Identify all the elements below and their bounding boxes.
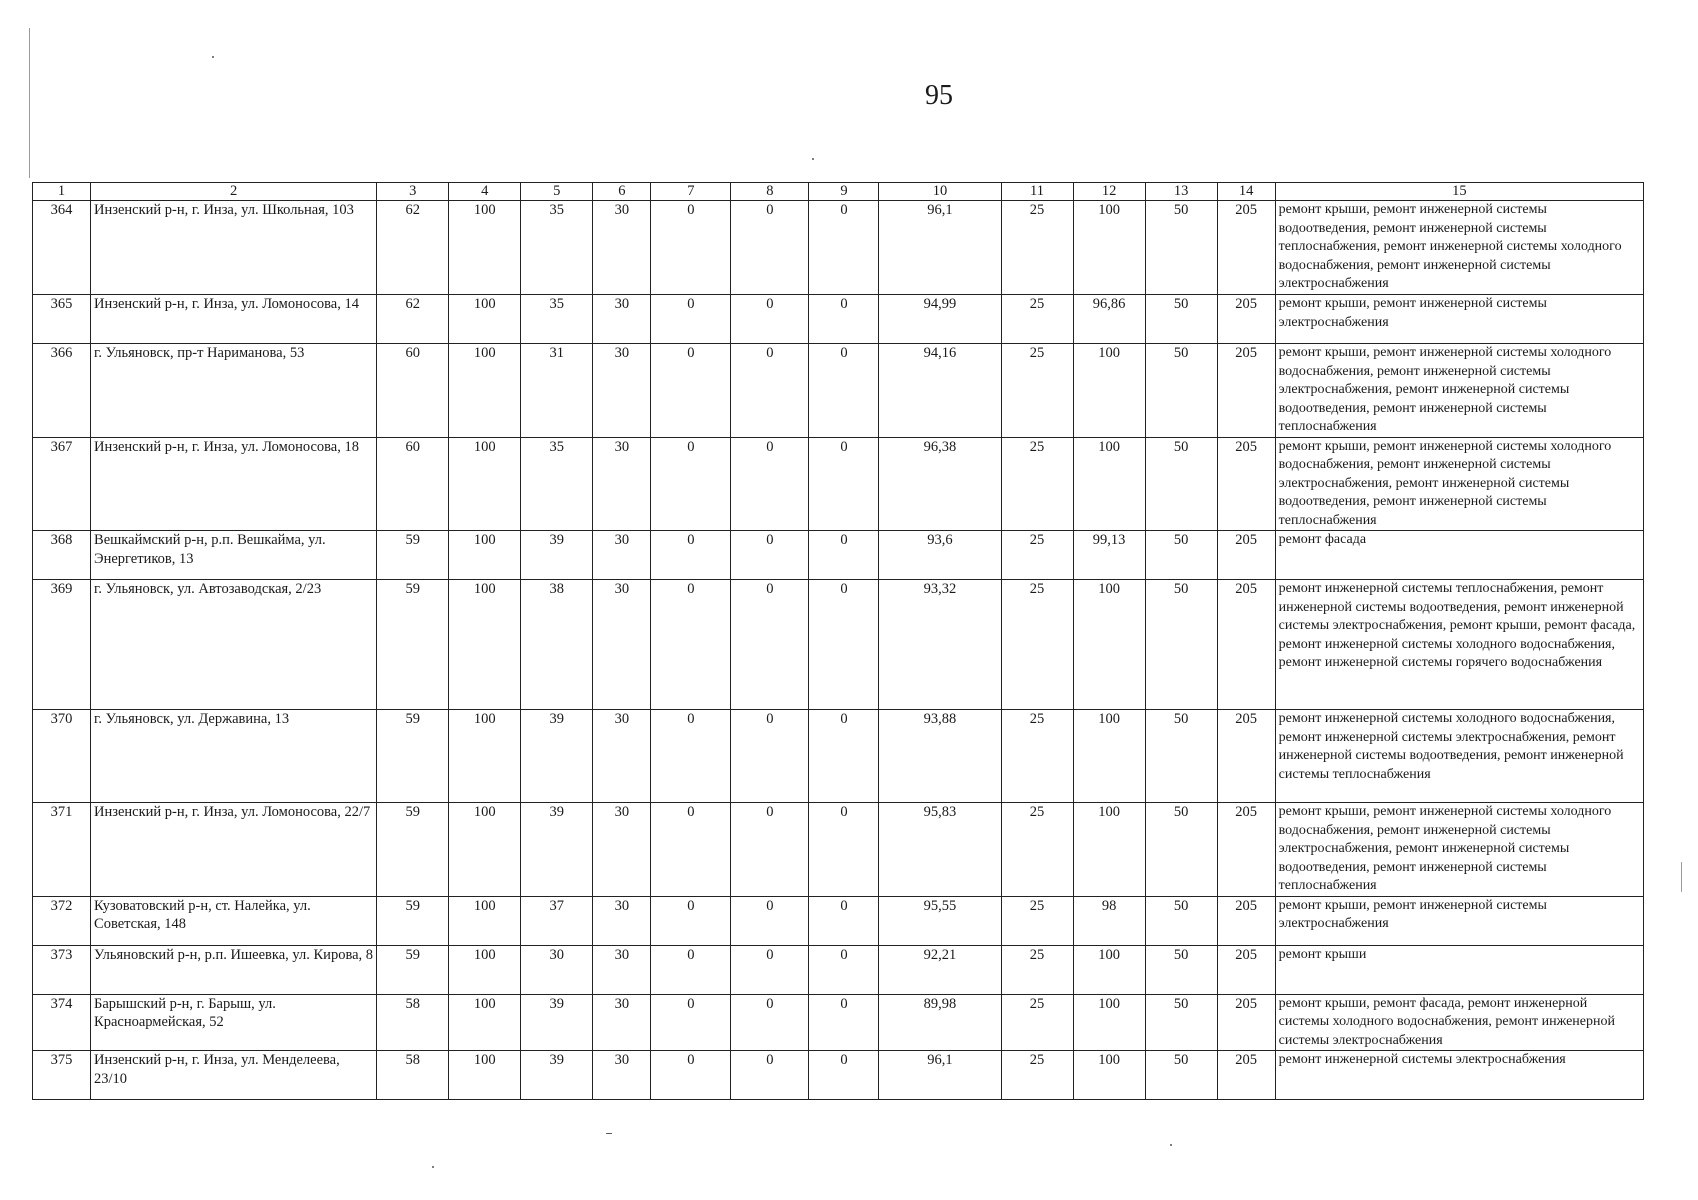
value-cell-12: 98	[1073, 896, 1145, 945]
value-cell-6: 30	[593, 344, 651, 438]
value-cell-14: 205	[1217, 437, 1275, 531]
value-cell-6: 30	[593, 580, 651, 710]
repair-works-cell: ремонт крыши, ремонт инженерной системы холодного водоснабжения, ремонт инженерной системы электроснабжения, ремонт инженерной системы водоотведения, ремонт инженерной системы теплоснабжения	[1275, 803, 1643, 897]
row-number-cell: 365	[33, 295, 91, 344]
value-cell-10: 94,16	[879, 344, 1001, 438]
value-cell-4: 100	[449, 295, 521, 344]
value-cell-5: 35	[521, 295, 593, 344]
value-cell-13: 50	[1145, 945, 1217, 994]
value-cell-7: 0	[651, 896, 731, 945]
value-cell-11: 25	[1001, 295, 1073, 344]
value-cell-11: 25	[1001, 710, 1073, 803]
scan-speck	[212, 56, 214, 58]
value-cell-8: 0	[731, 344, 809, 438]
address-cell: Инзенский р-н, г. Инза, ул. Ломоносова, 14	[91, 295, 377, 344]
value-cell-9: 0	[809, 201, 879, 295]
table-row	[33, 994, 1644, 1051]
column-header-12: 12	[1073, 183, 1145, 201]
value-cell-11: 25	[1001, 531, 1073, 580]
value-cell-11: 25	[1001, 344, 1073, 438]
value-cell-5: 39	[521, 994, 593, 1051]
value-cell-5: 37	[521, 896, 593, 945]
value-cell-14: 205	[1217, 295, 1275, 344]
value-cell-5: 31	[521, 344, 593, 438]
value-cell-10: 93,32	[879, 580, 1001, 710]
scan-speck	[432, 1166, 434, 1168]
value-cell-14: 205	[1217, 945, 1275, 994]
value-cell-8: 0	[731, 531, 809, 580]
value-cell-3: 62	[377, 295, 449, 344]
value-cell-14: 205	[1217, 344, 1275, 438]
value-cell-5: 39	[521, 1051, 593, 1100]
table-body	[33, 201, 1644, 1100]
value-cell-13: 50	[1145, 803, 1217, 897]
value-cell-11: 25	[1001, 580, 1073, 710]
repair-works-cell: ремонт инженерной системы электроснабжения	[1275, 1051, 1643, 1100]
value-cell-7: 0	[651, 1051, 731, 1100]
value-cell-9: 0	[809, 437, 879, 531]
address-cell: г. Ульяновск, ул. Автозаводская, 2/23	[91, 580, 377, 710]
value-cell-9: 0	[809, 344, 879, 438]
value-cell-4: 100	[449, 994, 521, 1051]
column-number-row	[33, 183, 1644, 201]
column-header-1: 1	[33, 183, 91, 201]
value-cell-6: 30	[593, 201, 651, 295]
table-row	[33, 803, 1644, 897]
address-cell: Кузоватовский р-н, ст. Налейка, ул. Советская, 148	[91, 896, 377, 945]
value-cell-12: 100	[1073, 945, 1145, 994]
column-header-7: 7	[651, 183, 731, 201]
value-cell-3: 59	[377, 803, 449, 897]
value-cell-7: 0	[651, 437, 731, 531]
value-cell-6: 30	[593, 531, 651, 580]
value-cell-11: 25	[1001, 437, 1073, 531]
value-cell-11: 25	[1001, 1051, 1073, 1100]
value-cell-9: 0	[809, 710, 879, 803]
address-cell: Инзенский р-н, г. Инза, ул. Школьная, 103	[91, 201, 377, 295]
value-cell-6: 30	[593, 710, 651, 803]
value-cell-8: 0	[731, 201, 809, 295]
row-number-cell: 366	[33, 344, 91, 438]
value-cell-13: 50	[1145, 994, 1217, 1051]
column-header-5: 5	[521, 183, 593, 201]
value-cell-5: 38	[521, 580, 593, 710]
value-cell-9: 0	[809, 994, 879, 1051]
value-cell-8: 0	[731, 580, 809, 710]
value-cell-6: 30	[593, 803, 651, 897]
column-header-13: 13	[1145, 183, 1217, 201]
value-cell-14: 205	[1217, 201, 1275, 295]
value-cell-11: 25	[1001, 945, 1073, 994]
column-header-11: 11	[1001, 183, 1073, 201]
column-header-4: 4	[449, 183, 521, 201]
value-cell-13: 50	[1145, 531, 1217, 580]
value-cell-4: 100	[449, 803, 521, 897]
table-row	[33, 896, 1644, 945]
value-cell-5: 39	[521, 803, 593, 897]
column-header-2: 2	[91, 183, 377, 201]
value-cell-7: 0	[651, 344, 731, 438]
value-cell-10: 93,6	[879, 531, 1001, 580]
column-header-6: 6	[593, 183, 651, 201]
value-cell-13: 50	[1145, 1051, 1217, 1100]
value-cell-10: 96,1	[879, 201, 1001, 295]
value-cell-7: 0	[651, 580, 731, 710]
value-cell-4: 100	[449, 580, 521, 710]
repair-works-cell: ремонт крыши, ремонт инженерной системы водоотведения, ремонт инженерной системы теплоснабжения, ремонт инженерной системы холодного водоснабжения, ремонт инженерной системы электроснабжения	[1275, 201, 1643, 295]
column-header-3: 3	[377, 183, 449, 201]
repair-works-cell: ремонт крыши, ремонт инженерной системы холодного водоснабжения, ремонт инженерной системы электроснабжения, ремонт инженерной системы водоотведения, ремонт инженерной системы теплоснабжения	[1275, 437, 1643, 531]
value-cell-12: 100	[1073, 1051, 1145, 1100]
value-cell-8: 0	[731, 803, 809, 897]
value-cell-4: 100	[449, 344, 521, 438]
value-cell-3: 59	[377, 710, 449, 803]
value-cell-11: 25	[1001, 803, 1073, 897]
table-row	[33, 945, 1644, 994]
value-cell-6: 30	[593, 295, 651, 344]
row-number-cell: 367	[33, 437, 91, 531]
value-cell-10: 95,55	[879, 896, 1001, 945]
value-cell-7: 0	[651, 803, 731, 897]
value-cell-10: 96,38	[879, 437, 1001, 531]
table-row	[33, 344, 1644, 438]
row-number-cell: 368	[33, 531, 91, 580]
value-cell-5: 39	[521, 531, 593, 580]
row-number-cell: 370	[33, 710, 91, 803]
page-number: 95	[925, 80, 953, 111]
repair-works-cell: ремонт крыши	[1275, 945, 1643, 994]
value-cell-4: 100	[449, 896, 521, 945]
value-cell-12: 100	[1073, 201, 1145, 295]
repair-works-cell: ремонт фасада	[1275, 531, 1643, 580]
value-cell-14: 205	[1217, 803, 1275, 897]
value-cell-14: 205	[1217, 1051, 1275, 1100]
value-cell-9: 0	[809, 803, 879, 897]
value-cell-9: 0	[809, 1051, 879, 1100]
value-cell-4: 100	[449, 201, 521, 295]
value-cell-14: 205	[1217, 896, 1275, 945]
value-cell-14: 205	[1217, 710, 1275, 803]
value-cell-7: 0	[651, 531, 731, 580]
repair-works-cell: ремонт крыши, ремонт фасада, ремонт инженерной системы холодного водоснабжения, ремонт инженерной системы электроснабжения	[1275, 994, 1643, 1051]
value-cell-8: 0	[731, 896, 809, 945]
value-cell-3: 59	[377, 896, 449, 945]
value-cell-3: 58	[377, 1051, 449, 1100]
value-cell-13: 50	[1145, 344, 1217, 438]
row-number-cell: 369	[33, 580, 91, 710]
value-cell-12: 100	[1073, 437, 1145, 531]
value-cell-7: 0	[651, 710, 731, 803]
value-cell-8: 0	[731, 994, 809, 1051]
table-row	[33, 201, 1644, 295]
scan-speck	[1681, 862, 1682, 892]
table-row	[33, 295, 1644, 344]
value-cell-9: 0	[809, 896, 879, 945]
value-cell-8: 0	[731, 437, 809, 531]
row-number-cell: 373	[33, 945, 91, 994]
address-cell: Инзенский р-н, г. Инза, ул. Ломоносова, 22/7	[91, 803, 377, 897]
value-cell-12: 96,86	[1073, 295, 1145, 344]
scan-speck	[606, 1133, 612, 1134]
column-header-15: 15	[1275, 183, 1643, 201]
value-cell-7: 0	[651, 994, 731, 1051]
value-cell-13: 50	[1145, 710, 1217, 803]
housing-repair-register-table	[32, 182, 1644, 1100]
value-cell-9: 0	[809, 531, 879, 580]
row-number-cell: 374	[33, 994, 91, 1051]
value-cell-14: 205	[1217, 994, 1275, 1051]
value-cell-10: 96,1	[879, 1051, 1001, 1100]
column-header-9: 9	[809, 183, 879, 201]
address-cell: г. Ульяновск, пр-т Нариманова, 53	[91, 344, 377, 438]
value-cell-5: 39	[521, 710, 593, 803]
value-cell-3: 59	[377, 945, 449, 994]
value-cell-6: 30	[593, 437, 651, 531]
table-row	[33, 437, 1644, 531]
value-cell-3: 59	[377, 531, 449, 580]
row-number-cell: 364	[33, 201, 91, 295]
column-header-8: 8	[731, 183, 809, 201]
value-cell-12: 100	[1073, 710, 1145, 803]
value-cell-7: 0	[651, 295, 731, 344]
address-cell: г. Ульяновск, ул. Державина, 13	[91, 710, 377, 803]
value-cell-6: 30	[593, 994, 651, 1051]
value-cell-7: 0	[651, 945, 731, 994]
value-cell-4: 100	[449, 531, 521, 580]
address-cell: Инзенский р-н, г. Инза, ул. Менделеева, 23/10	[91, 1051, 377, 1100]
value-cell-10: 89,98	[879, 994, 1001, 1051]
address-cell: Ульяновский р-н, р.п. Ишеевка, ул. Кирова, 8	[91, 945, 377, 994]
value-cell-13: 50	[1145, 295, 1217, 344]
value-cell-14: 205	[1217, 580, 1275, 710]
value-cell-13: 50	[1145, 437, 1217, 531]
value-cell-9: 0	[809, 580, 879, 710]
address-cell: Барышский р-н, г. Барыш, ул. Красноармейская, 52	[91, 994, 377, 1051]
value-cell-12: 100	[1073, 994, 1145, 1051]
value-cell-3: 60	[377, 437, 449, 531]
value-cell-4: 100	[449, 945, 521, 994]
table-row	[33, 531, 1644, 580]
value-cell-9: 0	[809, 945, 879, 994]
value-cell-8: 0	[731, 295, 809, 344]
row-number-cell: 372	[33, 896, 91, 945]
column-header-14: 14	[1217, 183, 1275, 201]
value-cell-13: 50	[1145, 580, 1217, 710]
value-cell-5: 35	[521, 201, 593, 295]
repair-works-cell: ремонт крыши, ремонт инженерной системы электроснабжения	[1275, 295, 1643, 344]
value-cell-3: 58	[377, 994, 449, 1051]
row-number-cell: 375	[33, 1051, 91, 1100]
value-cell-12: 100	[1073, 580, 1145, 710]
value-cell-13: 50	[1145, 201, 1217, 295]
value-cell-6: 30	[593, 945, 651, 994]
value-cell-11: 25	[1001, 896, 1073, 945]
value-cell-6: 30	[593, 896, 651, 945]
value-cell-5: 35	[521, 437, 593, 531]
value-cell-12: 100	[1073, 344, 1145, 438]
repair-works-cell: ремонт крыши, ремонт инженерной системы электроснабжения	[1275, 896, 1643, 945]
value-cell-10: 95,83	[879, 803, 1001, 897]
table-row	[33, 1051, 1644, 1100]
value-cell-9: 0	[809, 295, 879, 344]
value-cell-10: 92,21	[879, 945, 1001, 994]
value-cell-8: 0	[731, 945, 809, 994]
value-cell-5: 30	[521, 945, 593, 994]
value-cell-3: 62	[377, 201, 449, 295]
value-cell-12: 99,13	[1073, 531, 1145, 580]
value-cell-11: 25	[1001, 201, 1073, 295]
address-cell: Инзенский р-н, г. Инза, ул. Ломоносова, 18	[91, 437, 377, 531]
repair-works-cell: ремонт инженерной системы теплоснабжения, ремонт инженерной системы водоотведения, ремонт инженерной системы электроснабжения, ремонт крыши, ремонт фасада, ремонт инженерной системы холодного водоснабжения, ремонт инженерной системы горячего водоснабжения	[1275, 580, 1643, 710]
value-cell-3: 59	[377, 580, 449, 710]
value-cell-4: 100	[449, 1051, 521, 1100]
address-cell: Вешкаймский р-н, р.п. Вешкайма, ул. Энергетиков, 13	[91, 531, 377, 580]
repair-works-cell: ремонт крыши, ремонт инженерной системы холодного водоснабжения, ремонт инженерной системы электроснабжения, ремонт инженерной системы водоотведения, ремонт инженерной системы теплоснабжения	[1275, 344, 1643, 438]
table-row	[33, 710, 1644, 803]
value-cell-3: 60	[377, 344, 449, 438]
scan-speck	[1170, 1144, 1172, 1146]
value-cell-13: 50	[1145, 896, 1217, 945]
column-header-10: 10	[879, 183, 1001, 201]
value-cell-11: 25	[1001, 994, 1073, 1051]
table-row	[33, 580, 1644, 710]
value-cell-4: 100	[449, 437, 521, 531]
value-cell-10: 94,99	[879, 295, 1001, 344]
value-cell-7: 0	[651, 201, 731, 295]
value-cell-6: 30	[593, 1051, 651, 1100]
row-number-cell: 371	[33, 803, 91, 897]
value-cell-10: 93,88	[879, 710, 1001, 803]
value-cell-8: 0	[731, 710, 809, 803]
scan-speck	[812, 158, 814, 160]
repair-works-cell: ремонт инженерной системы холодного водоснабжения, ремонт инженерной системы электроснабжения, ремонт инженерной системы водоотведения, ремонт инженерной системы теплоснабжения	[1275, 710, 1643, 803]
value-cell-14: 205	[1217, 531, 1275, 580]
value-cell-12: 100	[1073, 803, 1145, 897]
value-cell-8: 0	[731, 1051, 809, 1100]
value-cell-4: 100	[449, 710, 521, 803]
